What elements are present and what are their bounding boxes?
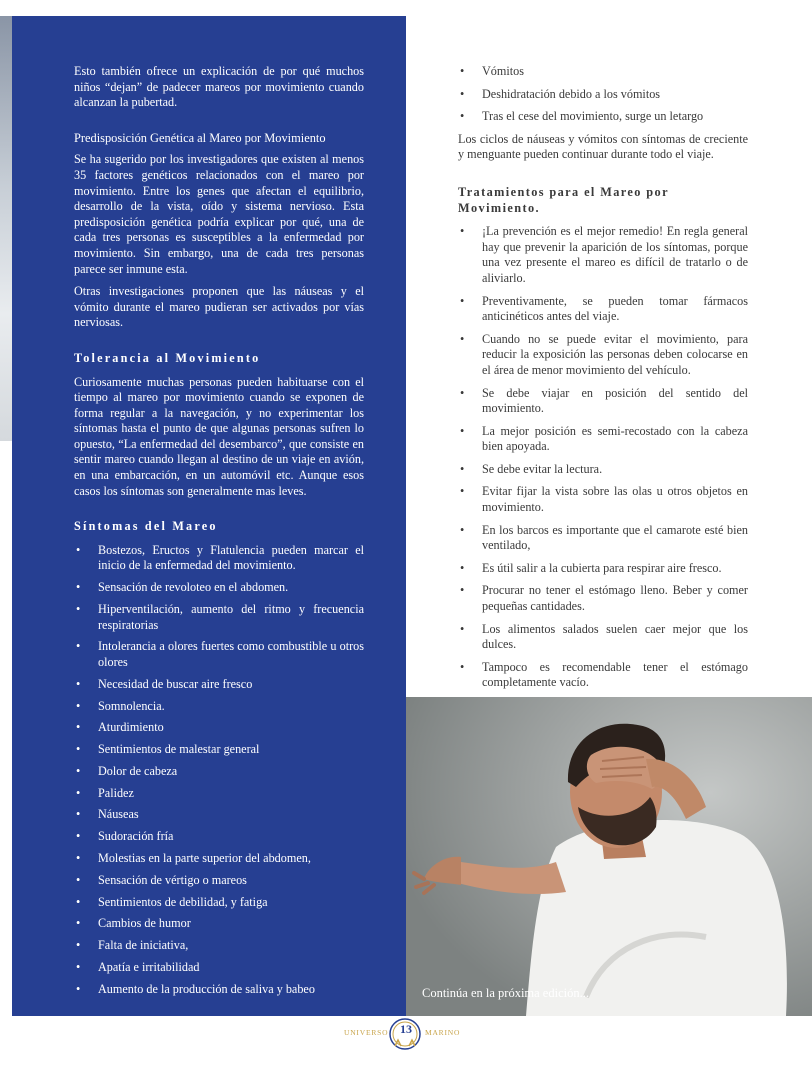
list-item: • Sentimientos de debilidad, y fatiga bbox=[74, 895, 364, 911]
continued-symptoms-list bbox=[458, 64, 748, 125]
list-item: • Aumento de la producción de saliva y babeo bbox=[74, 982, 364, 998]
list-item: • Se debe viajar en posición del sentido del movimiento. bbox=[458, 386, 748, 417]
list-item: • Vómitos bbox=[458, 64, 748, 80]
tolerance-paragraph: Curiosamente muchas personas pueden habituarse con el tiempo al mareo por movimiento cuando se exponen de forma regular a la navegación, y no experimentar los síntomas hasta el punto de que algunas personas sufren lo opuesto, “La enfermedad del desembarco”, que consiste en sentir mareo cuando llegan al destino de un viaje en avión, en una embarcación, en un automóvil etc. Aunque esos casos los síntomas son generalmente mas leves. bbox=[74, 374, 364, 498]
list-item: • Sudoración fría bbox=[74, 829, 364, 845]
brand-right: MARINO bbox=[425, 1028, 461, 1037]
genetic-heading: Predisposición Genética al Mareo por Movimiento bbox=[74, 130, 326, 145]
right-column bbox=[458, 64, 748, 698]
list-item: • La mejor posición es semi-recostado con la cabeza bien apoyada. bbox=[458, 424, 748, 455]
list-item: • Deshidratación debido a los vómitos bbox=[458, 87, 748, 103]
treatments-heading: Tratamientos para el Mareo por Movimiento. bbox=[458, 184, 669, 215]
list-item: • Los alimentos salados suelen caer mejor que los dulces. bbox=[458, 622, 748, 653]
list-item: • Evitar fijar la vista sobre las olas u otros objetos en movimiento. bbox=[458, 484, 748, 515]
page-number: 13 bbox=[400, 1022, 412, 1036]
list-item: • Somnolencia. bbox=[74, 699, 364, 715]
tolerance-heading: Tolerancia al Movimiento bbox=[74, 350, 261, 365]
genetic-paragraph-1: Se ha sugerido por los investigadores que existen al menos 35 factores genéticos relacionados con el mareo por movimiento. Entre los genes que afectan el equilibrio, desarrollo de la vista, oído y sistema nervioso. Esta predisposición genética podría explicar por qué, una de cada tres personas es susceptibles a la enfermedad por movimiento. Sin embargo, una de cada tres personas parece ser inmune esta. bbox=[74, 152, 364, 276]
list-item: • Palidez bbox=[74, 786, 364, 802]
cycles-paragraph: Los ciclos de náuseas y vómitos con síntomas de creciente y menguante pueden continuar durante todo el viaje. bbox=[458, 131, 748, 162]
list-item: • Hiperventilación, aumento del ritmo y frecuencia respiratorias bbox=[74, 602, 364, 633]
list-item: • ¡La prevención es el mejor remedio! En regla general hay que prevenir la aparición de los síntomas, porque una vez presente el mareo es difícil de tratarlo o de aliviarlo. bbox=[458, 224, 748, 286]
list-item: • Apatía e irritabilidad bbox=[74, 960, 364, 976]
page-footer bbox=[0, 1018, 812, 1058]
list-item: • Tras el cese del movimiento, surge un letargo bbox=[458, 109, 748, 125]
list-item: • Procurar no tener el estómago lleno. Beber y comer pequeñas cantidades. bbox=[458, 583, 748, 614]
man-illustration bbox=[406, 697, 812, 1016]
continued-caption: Continúa en la próxima edición... bbox=[422, 986, 589, 1000]
list-item: • Náuseas bbox=[74, 807, 364, 823]
list-item: • Intolerancia a olores fuertes como combustible u otros olores bbox=[74, 639, 364, 670]
left-column bbox=[74, 64, 364, 1003]
list-item: • Necesidad de buscar aire fresco bbox=[74, 677, 364, 693]
list-item: • Dolor de cabeza bbox=[74, 764, 364, 780]
list-item: • Tampoco es recomendable tener el estómago completamente vacío. bbox=[458, 660, 748, 691]
list-item: • Bostezos, Eructos y Flatulencia pueden marcar el inicio de la enfermedad del movimiento. bbox=[74, 543, 364, 574]
intro-paragraph: Esto también ofrece un explicación de por qué muchos niños “dejan” de padecer mareos por movimiento cuando alcanzan la pubertad. bbox=[74, 64, 364, 110]
list-item: • Es útil salir a la cubierta para respirar aire fresco. bbox=[458, 561, 748, 577]
list-item: • Preventivamente, se pueden tomar fármacos anticinéticos antes del viaje. bbox=[458, 294, 748, 325]
list-item: • Sensación de revoloteo en el abdomen. bbox=[74, 580, 364, 596]
list-item: • Se debe evitar la lectura. bbox=[458, 462, 748, 478]
list-item: • Cuando no se puede evitar el movimiento, para reducir la exposición las personas deben colocarse en el área de menor movimiento del vehículo. bbox=[458, 332, 748, 379]
treatments-list bbox=[458, 224, 748, 691]
symptoms-list bbox=[74, 543, 364, 997]
list-item: • Sensación de vértigo o mareos bbox=[74, 873, 364, 889]
list-item: • Aturdimiento bbox=[74, 720, 364, 736]
edge-photo-strip bbox=[0, 16, 12, 441]
genetic-paragraph-2: Otras investigaciones proponen que las náuseas y el vómito durante el mareo pudieran ser activados por vías nerviosas. bbox=[74, 284, 364, 330]
list-item: • Falta de iniciativa, bbox=[74, 938, 364, 954]
symptoms-heading: Síntomas del Mareo bbox=[74, 519, 218, 534]
list-item: • En los barcos es importante que el camarote esté bien ventilado, bbox=[458, 523, 748, 554]
list-item: • Sentimientos de malestar general bbox=[74, 742, 364, 758]
list-item: • Molestias en la parte superior del abdomen, bbox=[74, 851, 364, 867]
list-item: • Cambios de humor bbox=[74, 916, 364, 932]
brand-left: UNIVERSO bbox=[344, 1028, 389, 1037]
seasick-man-photo bbox=[406, 697, 812, 1016]
